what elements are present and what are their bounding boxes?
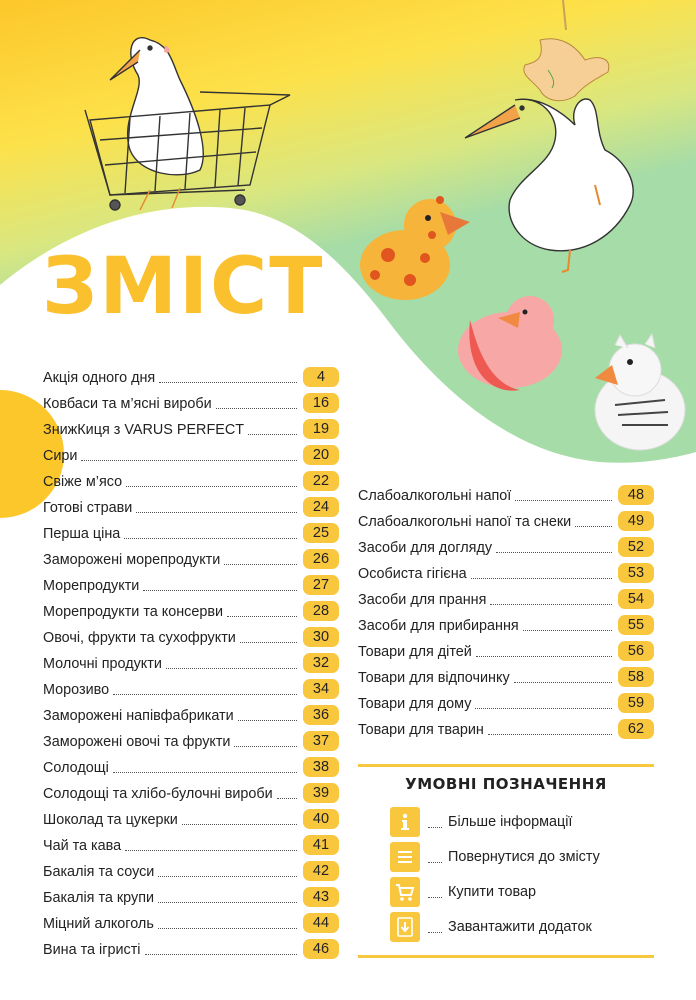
toc-leader-dots <box>182 824 297 825</box>
toc-item-label: Міцний алкоголь <box>43 916 154 932</box>
toc-item[interactable] <box>43 726 339 752</box>
toc-page-badge: 26 <box>303 549 339 569</box>
toc-item-label: Заморожені напівфабрикати <box>43 708 234 724</box>
toc-leader-dots <box>126 486 297 487</box>
toc-page-badge: 36 <box>303 705 339 725</box>
toc-item[interactable] <box>358 480 654 506</box>
toc-page-badge: 53 <box>618 563 654 583</box>
toc-page-badge: 59 <box>618 693 654 713</box>
legend-item-label: Завантажити додаток <box>448 919 592 935</box>
toc-item[interactable] <box>358 714 654 740</box>
toc-item-label: Вина та ігристі <box>43 942 141 958</box>
toc-page-badge: 52 <box>618 537 654 557</box>
toc-item-label: Бакалія та соуси <box>43 864 155 880</box>
toc-page-badge: 55 <box>618 615 654 635</box>
toc-item-label: Засоби для прибирання <box>358 618 519 634</box>
legend-leader-dots <box>428 932 442 933</box>
toc-item-label: Морозиво <box>43 682 110 698</box>
page-title: ЗМІСТ <box>42 242 325 332</box>
toc-leader-dots <box>145 954 298 955</box>
toc-item[interactable] <box>43 934 339 960</box>
toc-leader-dots <box>476 656 612 657</box>
legend-title: УМОВНІ ПОЗНАЧЕННЯ <box>405 775 607 793</box>
toc-leader-dots <box>158 928 297 929</box>
toc-leader-dots <box>490 604 612 605</box>
toc-item[interactable] <box>43 830 339 856</box>
toc-page-badge: 49 <box>618 511 654 531</box>
toc-item-label: Молочні продукти <box>43 656 162 672</box>
legend-panel <box>358 764 654 958</box>
toc-page-badge: 24 <box>303 497 339 517</box>
toc-leader-dots <box>471 578 612 579</box>
toc-item[interactable] <box>43 856 339 882</box>
toc-page-badge: 43 <box>303 887 339 907</box>
toc-leader-dots <box>515 500 612 501</box>
toc-leader-dots <box>158 876 297 877</box>
toc-page-badge: 37 <box>303 731 339 751</box>
toc-leader-dots <box>125 850 297 851</box>
legend-item-menu <box>390 842 640 872</box>
toc-item-label: Солодощі та хлібо-булочні вироби <box>43 786 273 802</box>
toc-item-label: Особиста гігієна <box>358 566 467 582</box>
toc-item[interactable] <box>43 362 339 388</box>
toc-leader-dots <box>514 682 612 683</box>
toc-leader-dots <box>158 902 297 903</box>
toc-leader-dots <box>113 772 297 773</box>
toc-page-badge: 56 <box>618 641 654 661</box>
toc-item[interactable] <box>43 804 339 830</box>
toc-item-label: Ковбаси та м’ясні вироби <box>43 396 212 412</box>
toc-item-label: Морепродукти <box>43 578 140 594</box>
toc-item-label: Акція одного дня <box>43 370 156 386</box>
toc-leader-dots <box>113 694 297 695</box>
toc-leader-dots <box>227 616 297 617</box>
legend-item-label: Повернутися до змісту <box>448 849 600 865</box>
toc-item-label: Слабоалкогольні напої <box>358 488 512 504</box>
legend-leader-dots <box>428 897 442 898</box>
toc-page-badge: 27 <box>303 575 339 595</box>
toc-item-label: Солодощі <box>43 760 109 776</box>
info-icon[interactable] <box>390 807 420 837</box>
toc-right-column <box>358 480 654 740</box>
toc-item[interactable] <box>43 882 339 908</box>
toc-leader-dots <box>136 512 297 513</box>
toc-item-label: Заморожені морепродукти <box>43 552 221 568</box>
toc-leader-dots <box>216 408 297 409</box>
toc-item[interactable] <box>43 700 339 726</box>
toc-page-badge: 19 <box>303 419 339 439</box>
toc-item[interactable] <box>43 388 339 414</box>
toc-item[interactable] <box>358 636 654 662</box>
toc-item-label: Товари для відпочинку <box>358 670 510 686</box>
toc-leader-dots <box>496 552 612 553</box>
toc-page-badge: 25 <box>303 523 339 543</box>
toc-page-badge: 32 <box>303 653 339 673</box>
toc-leader-dots <box>159 382 297 383</box>
toc-item[interactable] <box>358 610 654 636</box>
toc-leader-dots <box>575 526 612 527</box>
toc-page-badge: 54 <box>618 589 654 609</box>
toc-leader-dots <box>238 720 297 721</box>
toc-page-badge: 40 <box>303 809 339 829</box>
toc-item-label: Овочі, фрукти та сухофрукти <box>43 630 236 646</box>
toc-page-badge: 46 <box>303 939 339 959</box>
download-icon[interactable] <box>390 912 420 942</box>
toc-page-badge: 34 <box>303 679 339 699</box>
toc-left-column <box>43 362 339 960</box>
toc-item[interactable] <box>43 466 339 492</box>
toc-page-badge: 42 <box>303 861 339 881</box>
toc-page-badge: 58 <box>618 667 654 687</box>
legend-item-label: Більше інформації <box>448 814 573 830</box>
legend-item-info <box>390 807 640 837</box>
toc-leader-dots <box>81 460 297 461</box>
toc-item[interactable] <box>43 440 339 466</box>
toc-leader-dots <box>166 668 297 669</box>
toc-item[interactable] <box>43 414 339 440</box>
toc-item-label: Засоби для прання <box>358 592 487 608</box>
toc-page-badge: 48 <box>618 485 654 505</box>
toc-item-label: Бакалія та крупи <box>43 890 155 906</box>
toc-page-badge: 28 <box>303 601 339 621</box>
toc-page-badge: 44 <box>303 913 339 933</box>
toc-item[interactable] <box>43 752 339 778</box>
toc-item[interactable] <box>43 570 339 596</box>
toc-leader-dots <box>224 564 297 565</box>
toc-page-badge: 20 <box>303 445 339 465</box>
toc-item[interactable] <box>43 622 339 648</box>
toc-leader-dots <box>523 630 612 631</box>
legend-leader-dots <box>428 862 442 863</box>
toc-item[interactable] <box>43 492 339 518</box>
toc-item[interactable] <box>358 662 654 688</box>
toc-item-label: Чай та кава <box>43 838 122 854</box>
cart-icon[interactable] <box>390 877 420 907</box>
toc-leader-dots <box>277 798 297 799</box>
legend-item-download <box>390 912 640 942</box>
toc-item[interactable] <box>358 506 654 532</box>
toc-page-badge: 22 <box>303 471 339 491</box>
toc-leader-dots <box>248 434 297 435</box>
toc-page-badge: 62 <box>618 719 654 739</box>
toc-item[interactable] <box>43 778 339 804</box>
toc-leader-dots <box>143 590 297 591</box>
toc-item[interactable] <box>358 558 654 584</box>
toc-item[interactable] <box>358 688 654 714</box>
legend-item-label: Купити товар <box>448 884 536 900</box>
toc-page-badge: 41 <box>303 835 339 855</box>
toc-item-label: ЗнижКиця з VARUS PERFECT <box>43 422 245 438</box>
toc-item[interactable] <box>43 544 339 570</box>
toc-item-label: Перша ціна <box>43 526 121 542</box>
toc-page-badge: 39 <box>303 783 339 803</box>
menu-icon[interactable] <box>390 842 420 872</box>
toc-leader-dots <box>240 642 297 643</box>
toc-item-label: Шоколад та цукерки <box>43 812 178 828</box>
toc-item[interactable] <box>43 674 339 700</box>
toc-item[interactable] <box>43 596 339 622</box>
legend-leader-dots <box>428 827 442 828</box>
toc-page-badge: 30 <box>303 627 339 647</box>
toc-item[interactable] <box>43 518 339 544</box>
toc-page-badge: 38 <box>303 757 339 777</box>
legend-item-cart <box>390 877 640 907</box>
toc-item-label: Товари для дітей <box>358 644 472 660</box>
toc-item-label: Свіже м’ясо <box>43 474 123 490</box>
toc-item[interactable] <box>358 532 654 558</box>
toc-item-label: Слабоалкогольні напої та снеки <box>358 514 572 530</box>
toc-item-label: Засоби для догляду <box>358 540 493 556</box>
toc-item-label: Готові страви <box>43 500 133 516</box>
toc-item-label: Заморожені овочі та фрукти <box>43 734 231 750</box>
toc-page-badge: 16 <box>303 393 339 413</box>
toc-leader-dots <box>124 538 297 539</box>
toc-leader-dots <box>488 734 612 735</box>
toc-leader-dots <box>475 708 612 709</box>
toc-item[interactable] <box>358 584 654 610</box>
toc-item-label: Товари для тварин <box>358 722 484 738</box>
toc-item[interactable] <box>43 908 339 934</box>
toc-leader-dots <box>234 746 297 747</box>
toc-page-badge: 4 <box>303 367 339 387</box>
toc-item-label: Товари для дому <box>358 696 472 712</box>
toc-item-label: Сири <box>43 448 78 464</box>
toc-item[interactable] <box>43 648 339 674</box>
toc-item-label: Морепродукти та консерви <box>43 604 224 620</box>
